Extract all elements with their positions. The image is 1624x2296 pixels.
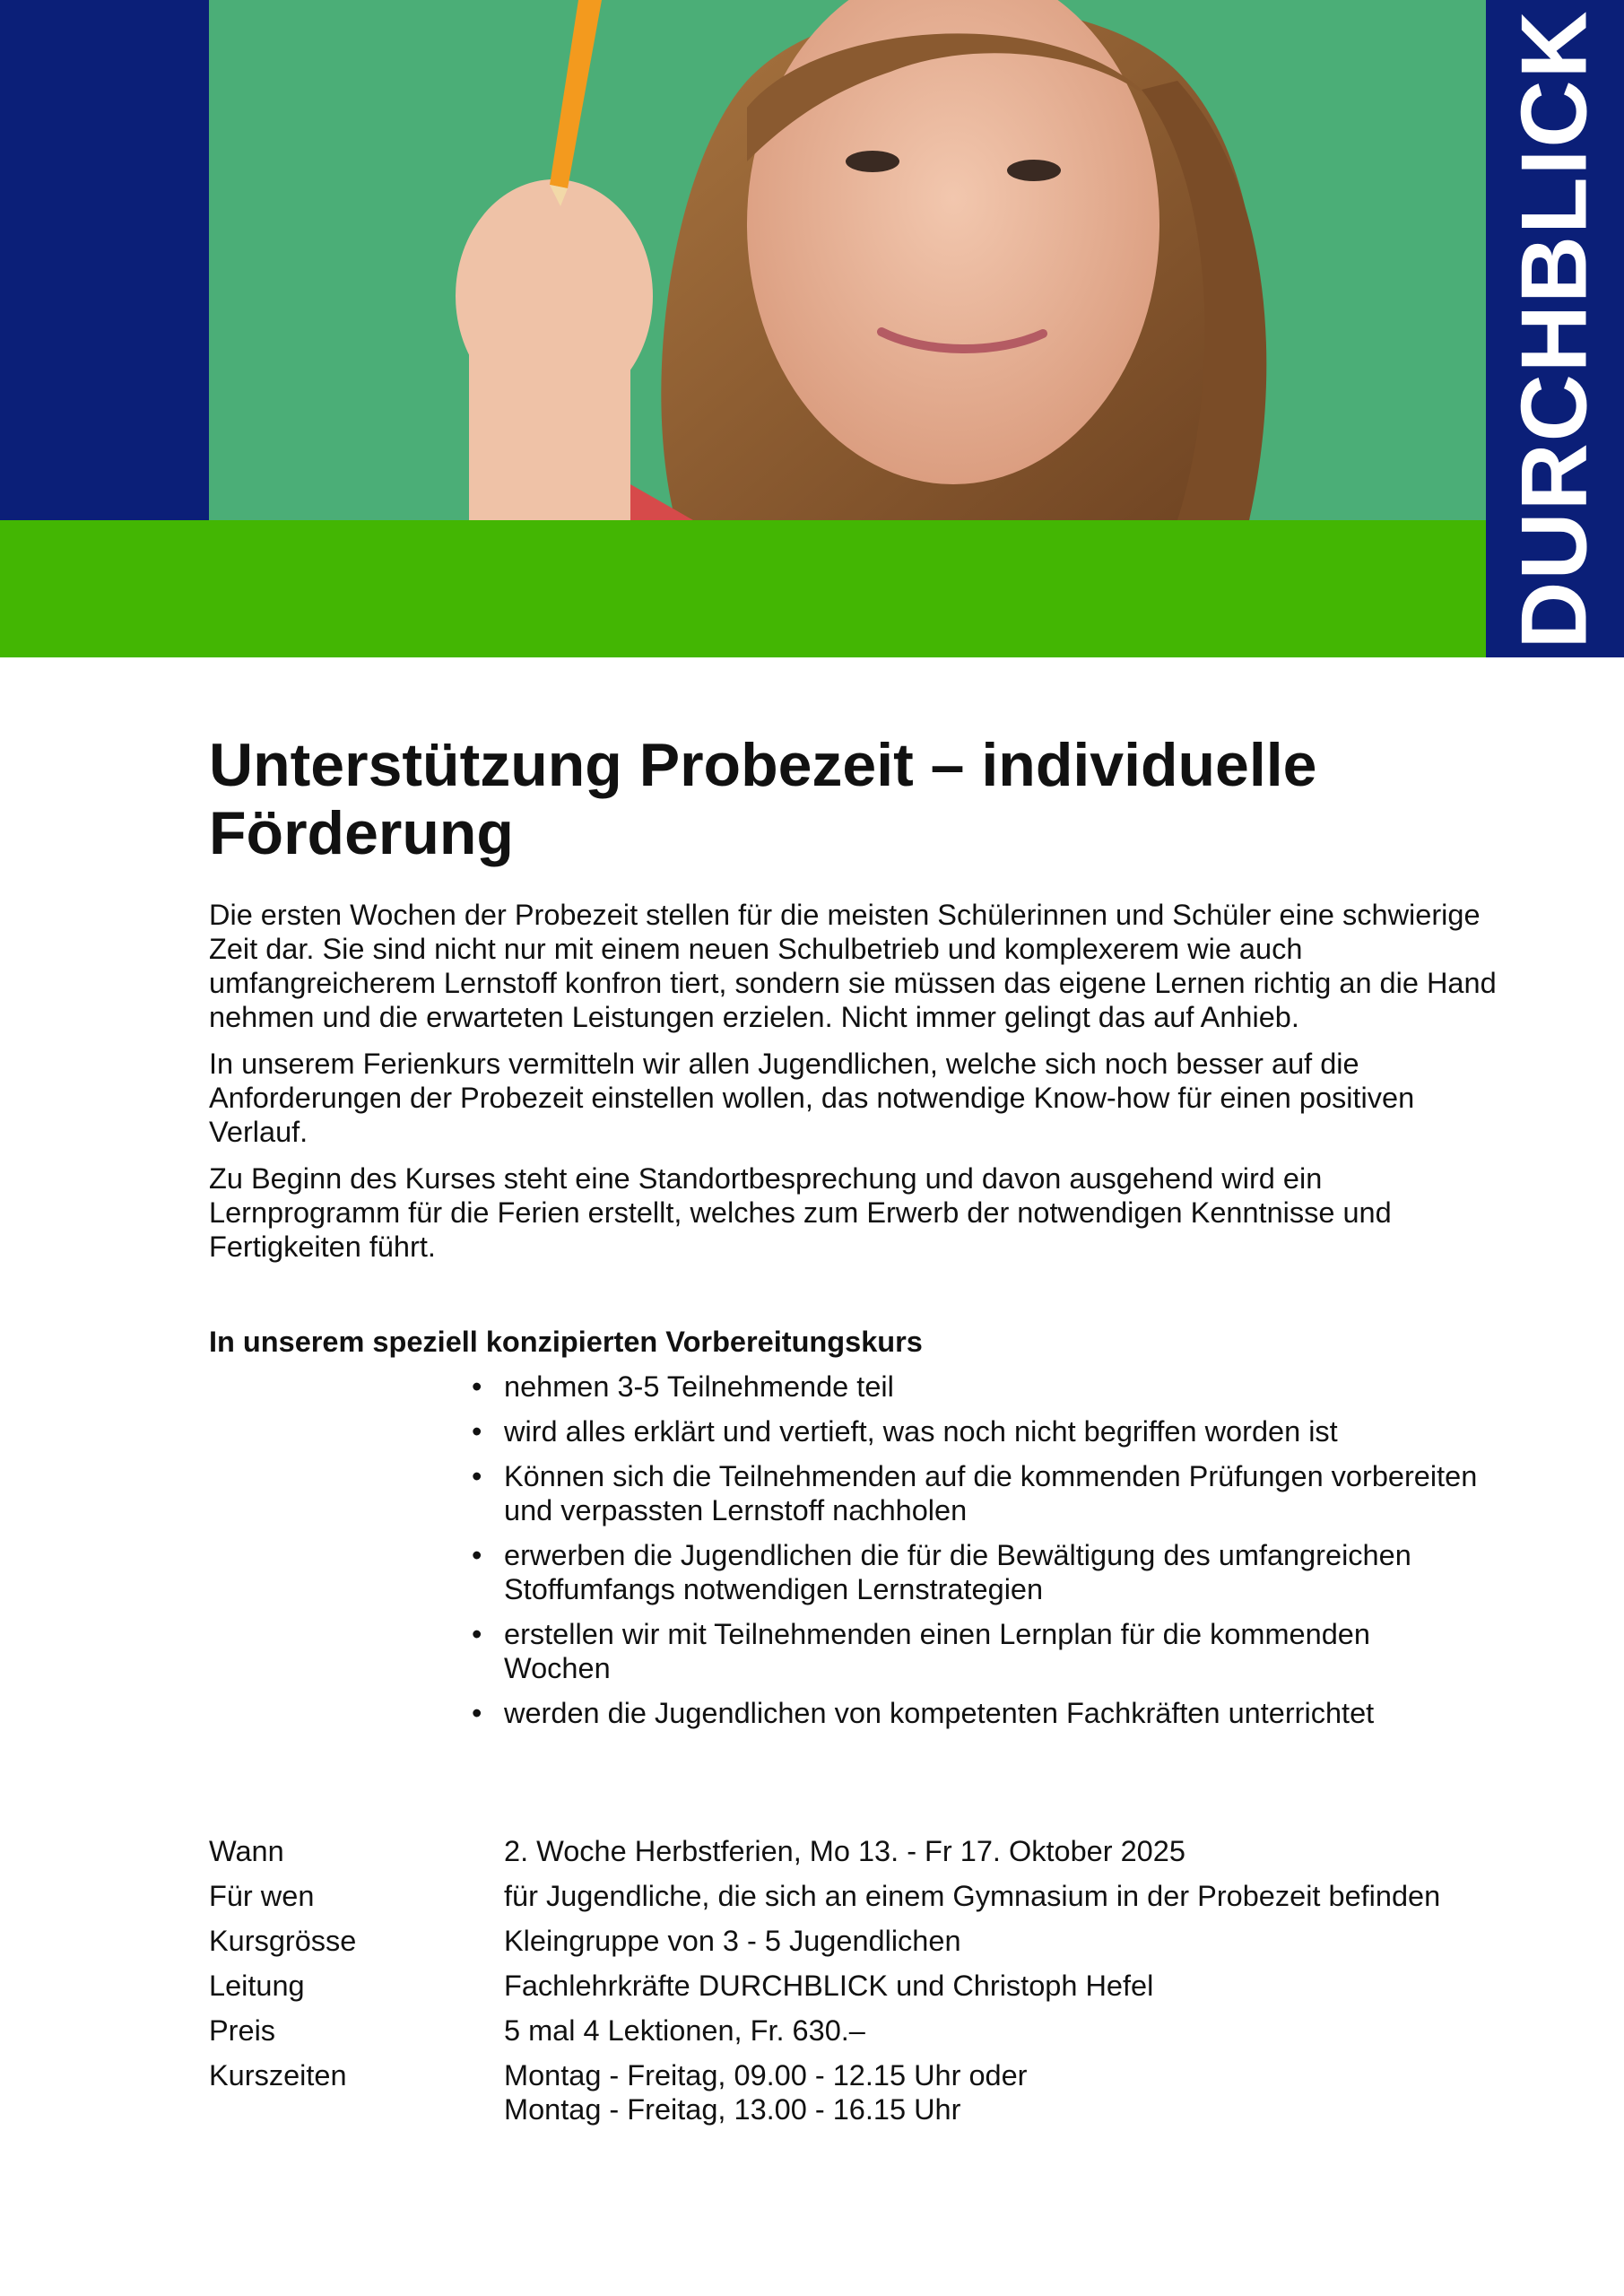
list-item-text: wird alles erklärt und vertieft, was noch nicht begriffen worden ist: [504, 1415, 1338, 1448]
student-photo: [209, 0, 1486, 520]
course-info-table: [209, 1834, 1490, 2137]
info-row-wann: [209, 1834, 1490, 1868]
green-band: [0, 520, 1486, 657]
bullet-icon: •: [472, 1697, 482, 1729]
bullet-icon: •: [472, 1618, 482, 1650]
info-label: Kurszeiten: [209, 2059, 347, 2092]
intro-paragraph: In unserem Ferienkurs vermitteln wir allen Jugendlichen, welche sich noch besser auf die Anforderungen der Probezeit einstellen wollen, das notwendige Know-how für einen positiven Verlauf.: [209, 1048, 1415, 1148]
info-label: Wann: [209, 1835, 284, 1867]
intro-paragraph: Die ersten Wochen der Probezeit stellen für die meisten Schülerinnen und Schüler eine schwierige Zeit dar. Sie sind nicht nur mit einem neuen Schulbetrieb und komplexerem wie auch umfangreicherem Lernstoff konfron tiert, sondern sie müssen das eigene Lernen richtig an die Hand nehmen und die erwarteten Leistungen erzielen. Nicht immer gelingt das auf Anhieb.: [209, 899, 1497, 1033]
info-value-line: Montag - Freitag, 09.00 - 12.15 Uhr oder: [504, 2059, 1028, 2092]
list-item: [466, 1459, 1480, 1527]
bullet-icon: •: [472, 1370, 482, 1403]
list-item-text: nehmen 3-5 Teilnehmende teil: [504, 1370, 894, 1403]
list-item: [466, 1617, 1480, 1685]
info-row-preis: [209, 2013, 1490, 2048]
list-item: [466, 1696, 1480, 1730]
page-title: Unterstützung Probezeit – individuelle Förderung: [209, 731, 1317, 867]
course-heading: In unserem speziell konzipierten Vorbereitungskurs: [209, 1326, 923, 1358]
info-row-leitung: [209, 1969, 1490, 2003]
course-bullet-list: [466, 1370, 1480, 1741]
list-item-text: werden die Jugendlichen von kompetenten Fachkräften unterrichtet: [504, 1697, 1375, 1729]
info-value: 2. Woche Herbstferien, Mo 13. - Fr 17. Oktober 2025: [504, 1835, 1185, 1867]
info-value: [504, 2058, 1490, 2126]
list-item: [466, 1414, 1480, 1448]
info-row-kurszeiten: [209, 2058, 1490, 2126]
info-value: Fachlehrkräfte DURCHBLICK und Christoph Hefel: [504, 1970, 1154, 2002]
info-value: 5 mal 4 Lektionen, Fr. 630.–: [504, 2014, 865, 2047]
intro-paragraph: Zu Beginn des Kurses steht eine Standortbesprechung und davon ausgehend wird ein Lernprogramm für die Ferien erstellt, welches zum Erwerb der notwendigen Kenntnisse und Fertigkeiten führt.: [209, 1162, 1392, 1263]
bullet-icon: •: [472, 1460, 482, 1492]
brand-logo-text: DURCHBLICK: [1502, 8, 1607, 649]
header-banner: [0, 0, 1624, 657]
intro-text: [209, 898, 1500, 1264]
bullet-icon: •: [472, 1415, 482, 1448]
list-item-text: erwerben die Jugendlichen die für die Bewältigung des umfangreichen Stoffumfangs notwendigen Lernstrategien: [504, 1539, 1411, 1605]
brand-bar: [1486, 0, 1624, 657]
list-item-text: Können sich die Teilnehmenden auf die kommenden Prüfungen vorbereiten und verpassten Lernstoff nachholen: [504, 1460, 1478, 1526]
info-value: für Jugendliche, die sich an einem Gymnasium in der Probezeit befinden: [504, 1880, 1441, 1912]
info-row-fuer-wen: [209, 1879, 1490, 1913]
info-label: Für wen: [209, 1880, 315, 1912]
info-label: Leitung: [209, 1970, 305, 2002]
info-label: Preis: [209, 2014, 276, 2047]
list-item: [466, 1538, 1480, 1606]
bullet-icon: •: [472, 1539, 482, 1571]
info-value-line: Montag - Freitag, 13.00 - 16.15 Uhr: [504, 2093, 961, 2126]
list-item-text: erstellen wir mit Teilnehmenden einen Lernplan für die kommenden Wochen: [504, 1618, 1370, 1684]
navy-block: [0, 0, 209, 520]
main-content: [209, 731, 1500, 1276]
info-label: Kursgrösse: [209, 1925, 357, 1957]
list-item: [466, 1370, 1480, 1404]
info-row-kursgroesse: [209, 1924, 1490, 1958]
info-value: Kleingruppe von 3 - 5 Jugendlichen: [504, 1925, 961, 1957]
